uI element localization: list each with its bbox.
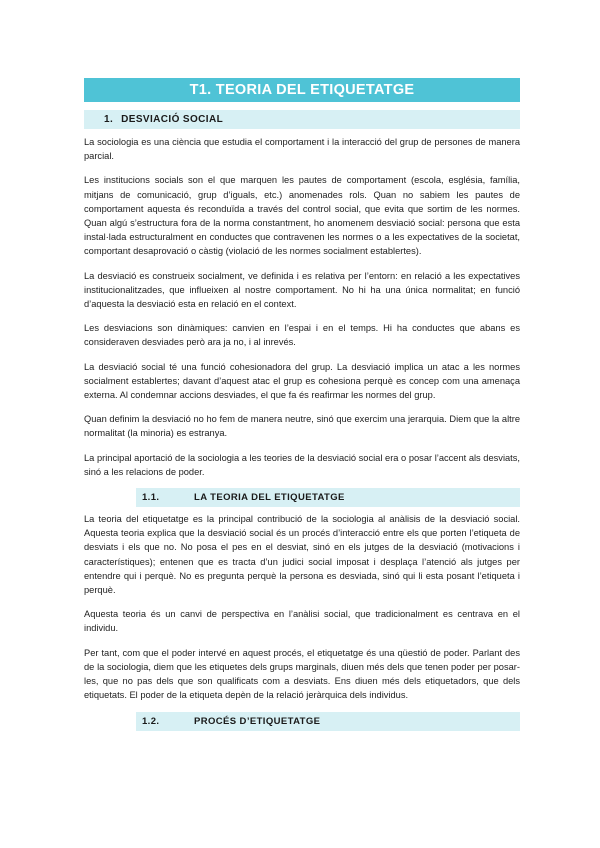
section-number: 1. xyxy=(104,114,114,125)
subsection-number: 1.2. xyxy=(142,715,160,727)
paragraph: La sociologia es una ciència que estudia el comportament i la interacció del grup de persones de manera parcial. xyxy=(84,137,520,162)
subsection-heading-proces-etiquetatge xyxy=(136,712,520,731)
paragraph: La desviació social té una funció cohesionadora del grup. La desviació implica un atac a les normes socialment establertes; davant d’aquest atac el grup es cohesiona perquè es concep com una amenaça externa. Al condemnar accions desviades, el que fa és reafirmar les normes del grup. xyxy=(84,361,520,401)
paragraph: La desviació es construeix socialment, ve definida i es relativa per l’entorn: en relació a les expectatives institucionalitzades, que influeixen al nostre comportament. No hi ha una única normalitat; en funció d’aquesta la desviació esta en relació en el context. xyxy=(84,270,520,310)
document-page xyxy=(84,78,520,731)
paragraph: Quan definim la desviació no ho fem de manera neutre, sinó que exercim una jerarquia. Diem que la altre normalitat (la minoria) es estranya. xyxy=(84,414,520,439)
subsection-number: 1.1. xyxy=(142,492,160,504)
document-title: T1. TEORIA DEL ETIQUETATGE xyxy=(84,78,520,102)
paragraph: Les desviacions son dinàmiques: canvien en l’espai i en el temps. Hi ha conductes que abans es consideraven desviades però ara ja no, i al inrevés. xyxy=(84,323,520,348)
section-title: DESVIACIÓ SOCIAL xyxy=(121,114,224,125)
paragraph: Les institucions socials son el que marquen les pautes de comportament (escola, església, família, mitjans de comunicació, grup d’iguals, etc.) anomenades rols. Quan no sabiem les pautes de comportament aquesta és reconduïda a través del control social, que evita que sortim de les normes. Quan algú s’estructura fora de la norma constantment, ho anomenem desviació social: persona que esta instal·lada estructuralment en conductes que contravenen les normes o a les expectatives de la societat, comportant desaprovació o càstig (violació de les normes socialment establertes). xyxy=(84,175,520,257)
paragraph: Aquesta teoria és un canvi de perspectiva en l’anàlisi social, que tradicionalment es centrava en el individu. xyxy=(84,609,520,634)
subsection-title: LA TEORIA DEL ETIQUETATGE xyxy=(194,492,345,504)
paragraph: Per tant, com que el poder intervé en aquest procés, el etiquetatge és una qüestió de poder. Parlant des de la sociologia, diem que les etiquetes dels grups marginals, diuen més dels que tenen poder per posar-les, que no pas dels que son qualificats com a desviats. Ens diuen més dels etiquetadors, que dels etiquetats. El poder de la etiqueta depèn de la relació jeràrquica dels individus. xyxy=(84,647,520,701)
subsection-title: PROCÉS D’ETIQUETATGE xyxy=(194,715,321,727)
paragraph: La teoria del etiquetatge es la principal contribució de la sociologia al anàlisis de la desviació social. Aquesta teoria explica que la desviació social és un procés d’interacció entre els que porten l’etiqueta de desviats i els que no. No posa el pes en el desviat, sinó en els jutges de la desviació (motivacions i característiques); entenen que es tracta d’un judici social imposat i desplaça l’atenció als jutges per entendre qui i perquè. No es pregunta perquè la persona es desviada, sinó qui li esta posant l’etiqueta i perquè. xyxy=(84,514,520,596)
paragraph: La principal aportació de la sociologia a les teories de la desviació social era o posar l’accent als desviats, sinó a les relacions de poder. xyxy=(84,452,520,477)
subsection-heading-teoria-etiquetatge xyxy=(136,488,520,507)
section-heading-desviacio-social xyxy=(84,110,520,129)
